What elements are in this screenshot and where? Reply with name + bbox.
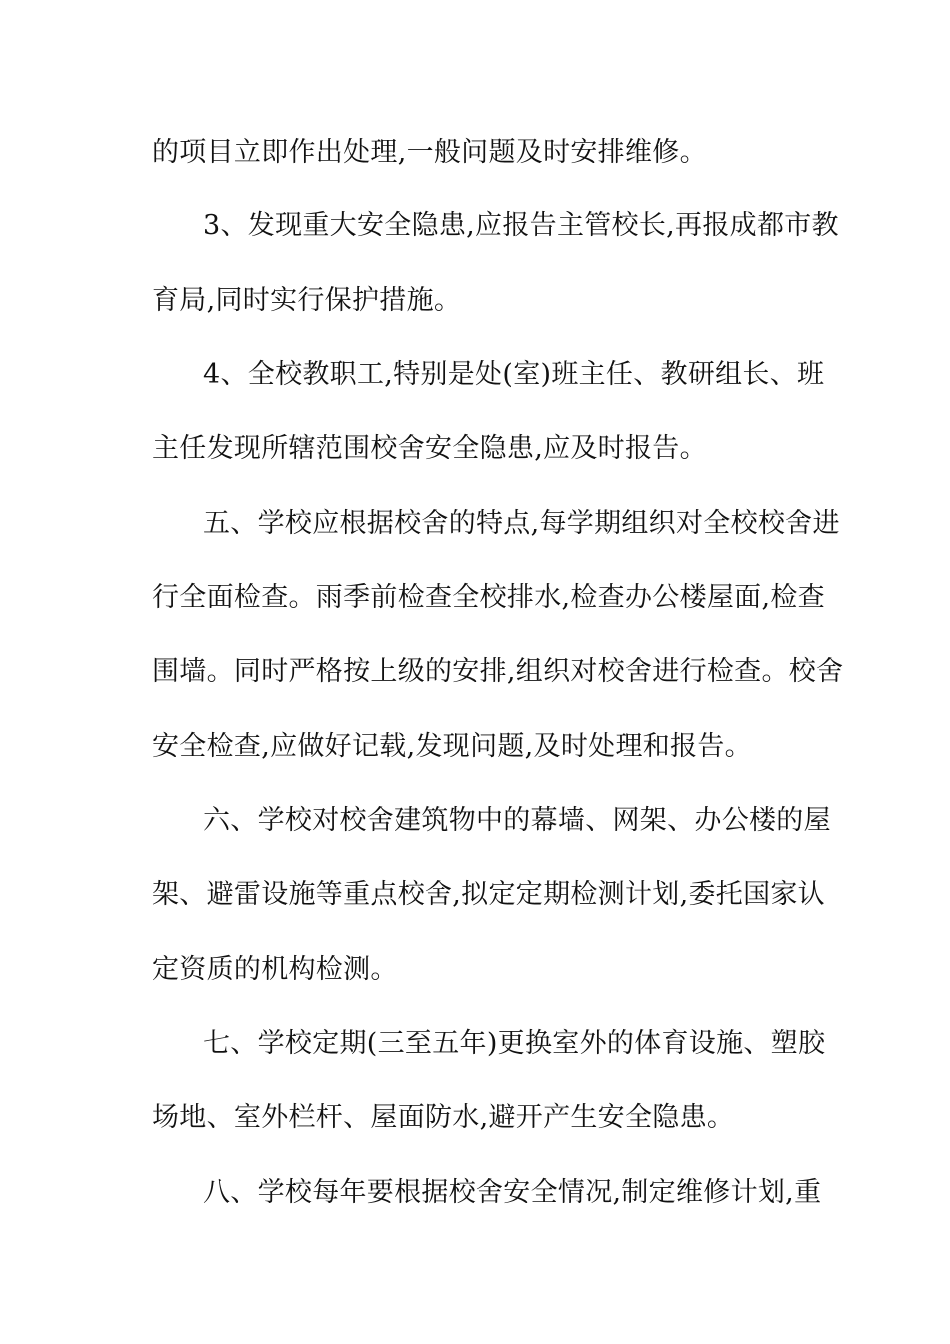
text-line: 八、学校每年要根据校舍安全情况,制定维修计划,重: [203, 1177, 822, 1208]
text-line: 育局,同时实行保护措施。: [152, 285, 462, 316]
text-line: 五、学校应根据校舍的特点,每学期组织对全校校舍进: [203, 508, 840, 539]
text-line: 六、学校对校舍建筑物中的幕墙、网架、办公楼的屋: [203, 805, 831, 836]
text-line: 场地、室外栏杆、屋面防水,避开产生安全隐患。: [152, 1102, 735, 1133]
text-line: 安全检查,应做好记载,发现问题,及时处理和报告。: [152, 731, 752, 762]
text-line: 定资质的机构检测。: [152, 954, 398, 985]
text-line: 行全面检查。雨季前检查全校排水,检查办公楼屋面,检查: [152, 582, 825, 613]
text-line: 围墙。同时严格按上级的安排,组织对校舍进行检查。校舍: [152, 656, 844, 687]
text-line: 主任发现所辖范围校舍安全隐患,应及时报告。: [152, 433, 707, 464]
text-line: 的项目立即作出处理,一般问题及时安排维修。: [152, 137, 707, 168]
text-line: 4、全校教职工,特别是处(室)班主任、教研组长、班: [203, 359, 825, 390]
text-line: 七、学校定期(三至五年)更换室外的体育设施、塑胶: [203, 1028, 826, 1059]
text-line: 架、避雷设施等重点校舍,拟定定期检测计划,委托国家认: [152, 879, 825, 910]
text-line: 3、发现重大安全隐患,应报告主管校长,再报成都市教: [203, 210, 839, 241]
